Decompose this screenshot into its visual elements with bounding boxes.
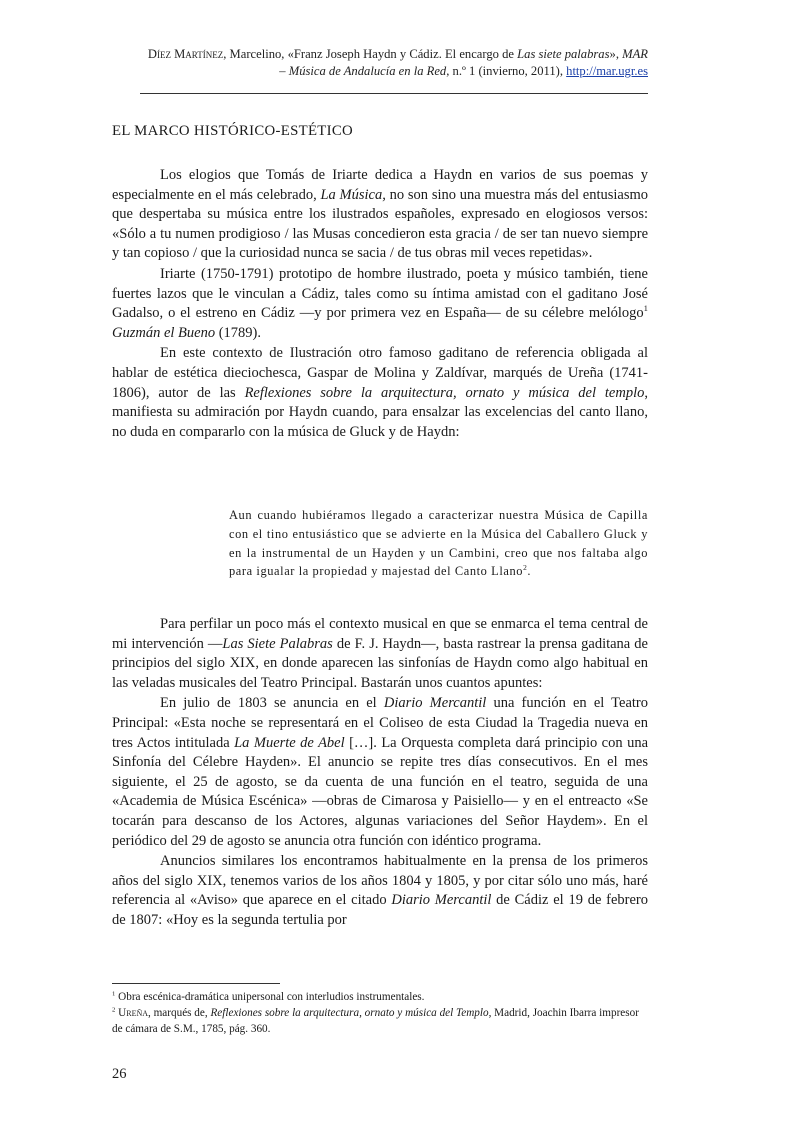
p6-text-c: de Cádiz el 19 de febrero de 1807: «Hoy es la segunda tertulia por — [112, 892, 649, 928]
footnote-1 — [112, 989, 648, 1005]
quote-end: . — [527, 564, 532, 579]
footnote-2-title: Reflexiones sobre la arquitectura, ornato y música del Templo — [210, 1007, 489, 1019]
header-journal-name: – Música de Andalucía en la Red — [279, 64, 447, 78]
p5-text-c: […]. La Orquesta completa dará principio con una Sinfonía del Célebre Hayden». El anuncio se repite tres días consecutivos. En el mes siguiente, el 25 de agosto, se da cuenta de una función en el teatro, seguida de una «Academia de Música Escénica» —obras de Cimarosa y Paisiello— y en el entreacto «Se tocarán para descanso de los Actores, algunas variaciones del Señor Haydem». En el periódico del 29 de agosto se anuncia otra función con idéntico programa. — [112, 734, 648, 849]
p4-italic: Las Siete Palabras — [222, 635, 333, 652]
p4-text-b: de F. J. Haydn—, basta rastrear la prensa gaditana de principios del siglo — [112, 635, 648, 672]
footnote-ref-2[interactable]: 2 — [523, 563, 528, 573]
header-rule — [140, 93, 648, 94]
p6-italic: Diario Mercantil — [391, 892, 492, 909]
p5-italic-2: La Muerte de Abel — [234, 734, 345, 751]
p3-text-a: En este contexto de Ilustración otro famoso gaditano de referencia obligada al hablar de estética dieciochesca, Gaspar de Molina y Zaldívar, marqués de Ureña (1741-1806), autor de las — [112, 345, 648, 401]
footnote-ref-1[interactable]: 1 — [643, 303, 648, 314]
body-text-upper — [112, 166, 648, 442]
p5-text-b: una función en el Teatro Principal: «Esta noche se representará en el Coliseo de esta Ciudad la Tragedia nueva en tres Actos intitulada — [112, 695, 648, 751]
header-url-link[interactable]: http://mar.ugr.es — [566, 64, 648, 78]
p4-century: XIX — [229, 655, 256, 672]
p4-text-a: Para perfilar un poco más el contexto musical en que se enmarca el tema central de mi intervención — — [112, 616, 648, 652]
p6-century: XIX — [196, 872, 223, 889]
p6-text-b: , tenemos varios de los años 1804 y 1805, y por citar sólo uno más, haré referencia al «Aviso» que aparece en el citado — [112, 872, 648, 909]
header-issue: , n.º 1 (invierno, 2011), — [446, 64, 567, 78]
running-header — [112, 46, 648, 80]
header-line1-mid: », — [609, 47, 623, 61]
paragraph-3 — [112, 344, 648, 442]
block-quote — [229, 506, 648, 581]
p4-text-c: , en donde aparecen las sinfonías de Haydn como algo habitual en las veladas musicales del Teatro Principal. Bastarán unos cuantos apuntes: — [112, 655, 648, 691]
section-title: EL MARCO HISTÓRICO-ESTÉTICO — [112, 123, 354, 139]
p1-text-a: Los elogios que Tomás de Iriarte dedica a Haydn en varios de sus poemas y especialmente en el más celebrado, — [112, 167, 648, 203]
footnote-2-text-b: , Madrid, Joachin Ibarra impresor de cámara de S.M., 1785, pág. 360. — [112, 1007, 639, 1035]
p3-italic: Reflexiones sobre la arquitectura, ornato y música del templo — [244, 384, 645, 401]
quote-text: Aun cuando hubiéramos llegado a caracterizar nuestra Música de Capilla con el tino entusiástico que se advierte en la Música del Caballero Gluck y en la instrumental de un Hayden y un Cambini, creo que nos faltaba algo para igualar la propiedad y majestad del Canto Llano — [229, 508, 648, 579]
body-text-lower — [112, 615, 648, 931]
p1-italic: La Música, — [320, 186, 386, 203]
footnote-2 — [112, 1005, 648, 1037]
p3-text-b: , manifiesta su admiración por Haydn cuando, para ensalzar las excelencias del canto llano, no duda en compararlo con la música de Gluck y de Haydn: — [112, 384, 648, 440]
p6-text-a: Anuncios similares los encontramos habitualmente en la prensa de los primeros años del siglo — [112, 853, 648, 889]
p2-italic: Guzmán el Bueno — [112, 324, 216, 341]
header-author: Díez Martínez — [147, 47, 224, 61]
p5-italic-1: Diario Mercantil — [383, 695, 487, 712]
paragraph-4 — [112, 615, 648, 693]
p1-text-b: no son sino una muestra más del entusiasmo que despertaba su música entre los ilustrados españoles, expresado en elogiosos versos: «Sólo a tu numen prodigioso / las Musas concedieron esta gracia / de ser tan nuevo siempre y tan copioso / que la curiosidad nunca se sacia / de tus obras mil veces repetidas». — [112, 186, 649, 262]
header-line1-text: , Marcelino, «Franz Joseph Haydn y Cádiz. El encargo de — [223, 47, 518, 61]
paragraph-2 — [112, 265, 648, 343]
footnote-2-number: 2 — [112, 1006, 116, 1014]
paragraph-6 — [112, 852, 648, 930]
footnote-1-text: Obra escénica-dramática unipersonal con interludios instrumentales. — [115, 991, 425, 1003]
header-journal-abbr: MAR — [622, 47, 648, 61]
header-work-title: Las siete palabras — [517, 47, 610, 61]
footnote-rule — [112, 983, 280, 984]
page-number: 26 — [112, 1066, 127, 1082]
paragraph-5 — [112, 694, 648, 851]
p5-text-a: En julio de 1803 se anuncia en el — [160, 695, 384, 712]
footnotes — [112, 989, 648, 1037]
footnote-2-text-a: , marqués de, — [148, 1007, 211, 1019]
footnote-1-number: 1 — [112, 990, 116, 998]
p2-text-a: Iriarte (1750-1791) prototipo de hombre ilustrado, poeta y músico también, tiene fuertes lazos que le vinculan a Cádiz, tales como su íntima amistad con el gaditano José Gadalso, o el estreno en Cádiz —y por primera vez en España— de su célebre melólogo — [112, 265, 648, 322]
footnote-2-author: Ureña — [115, 1007, 149, 1019]
paragraph-1 — [112, 166, 648, 264]
p2-text-b: (1789). — [215, 324, 262, 341]
